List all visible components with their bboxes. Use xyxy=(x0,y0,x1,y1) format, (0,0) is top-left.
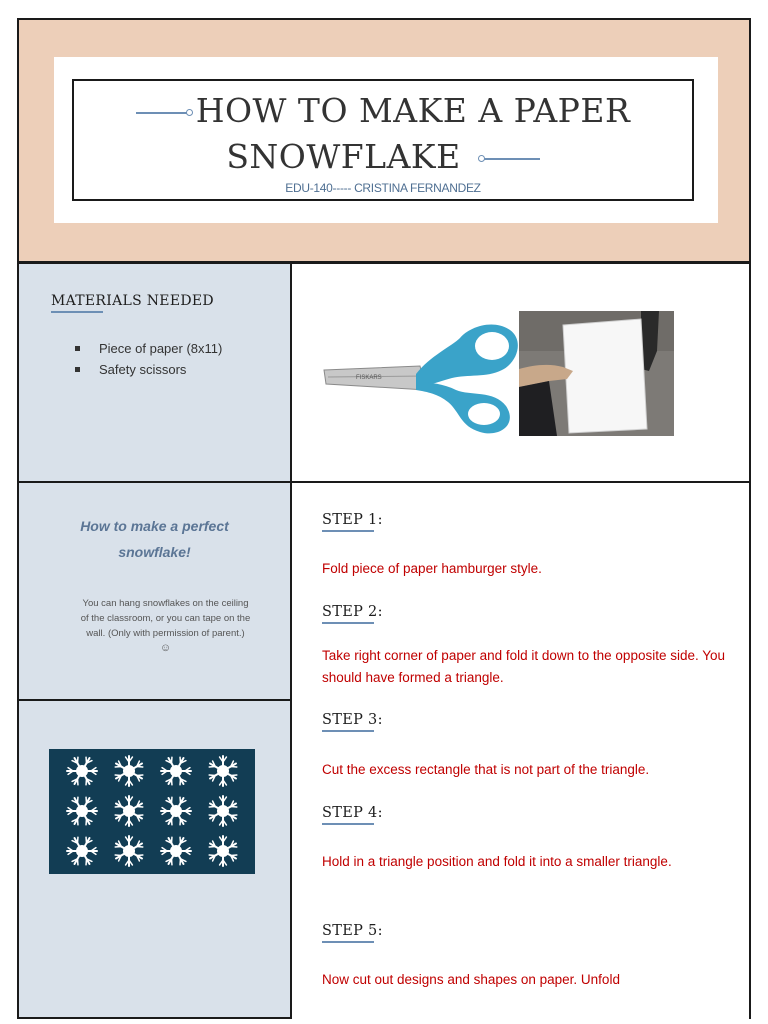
step-4-underline xyxy=(322,823,374,825)
title-card xyxy=(54,57,718,223)
step-3-underline xyxy=(322,730,374,732)
snowflake-image-panel xyxy=(17,699,292,1019)
intro-heading xyxy=(19,513,290,565)
page-title-text-1: HOW TO MAKE A PAPER xyxy=(195,91,631,130)
list-item: Safety scissors xyxy=(75,359,222,380)
step-2-text: Take right corner of paper and fold it down to the opposite side. You should have formed a triangle. xyxy=(322,648,726,685)
snowflake-icon xyxy=(161,757,191,785)
step-3-text: Cut the excess rectangle that is not part of the triangle. xyxy=(322,762,650,777)
intro-body-line-3: wall. (Only with permission of parent.) xyxy=(86,628,245,639)
header-section xyxy=(17,18,751,263)
intro-body-line-2: of the classroom, or you can tape on the xyxy=(80,613,251,624)
snowflake-grid xyxy=(49,749,255,874)
page-title-line-1 xyxy=(74,91,692,131)
step-5-text: Now cut out designs and shapes on paper. Unfold xyxy=(322,972,620,987)
scissors-brand-label: FISKARS xyxy=(356,375,382,381)
step-1-label: STEP 1: xyxy=(322,512,383,528)
title-box xyxy=(72,79,694,201)
steps-panel xyxy=(290,481,751,1019)
snowflake-icon xyxy=(209,796,237,826)
author-subtitle: EDU-140----- CRISTINA FERNANDEZ xyxy=(285,181,481,195)
snowflake-icon xyxy=(67,797,97,825)
intro-heading-line-2: snowflake! xyxy=(118,544,191,560)
intro-heading-line-1: How to make a perfect xyxy=(80,518,229,534)
materials-panel xyxy=(17,262,292,483)
snowflake-icon xyxy=(161,837,191,865)
step-5-label: STEP 5: xyxy=(322,923,383,939)
list-item: Piece of paper (8x11) xyxy=(75,338,222,359)
snowflake-icon xyxy=(209,836,237,866)
paper-photo xyxy=(519,311,674,436)
materials-title-underline xyxy=(51,311,103,313)
snowflake-icon xyxy=(115,756,143,786)
materials-title: MATERIALS NEEDED xyxy=(51,293,214,309)
step-3-label: STEP 3: xyxy=(322,712,383,728)
snowflake-icon xyxy=(209,756,237,786)
snowflake-icon xyxy=(67,837,97,865)
materials-images-panel xyxy=(290,262,751,483)
page-title-text-2: SNOWFLAKE xyxy=(226,137,461,176)
left-title-ornament xyxy=(136,107,196,119)
page-title-line-2 xyxy=(74,137,692,177)
step-1-text: Fold piece of paper hamburger style. xyxy=(322,561,542,576)
step-4-text: Hold in a triangle position and fold it into a smaller triangle. xyxy=(322,854,672,869)
snowflake-icon xyxy=(161,797,191,825)
snowflake-icon xyxy=(115,836,143,866)
step-5-underline xyxy=(322,941,374,943)
snowflake-icon xyxy=(115,796,143,826)
intro-body-line-1: You can hang snowflakes on the ceiling xyxy=(82,598,249,609)
snowflake-examples-image xyxy=(49,749,255,874)
snowflake-icon xyxy=(67,757,97,785)
step-2-underline xyxy=(322,622,374,624)
intro-body xyxy=(63,596,268,656)
right-title-ornament xyxy=(478,153,540,165)
step-2-label: STEP 2: xyxy=(322,604,383,620)
smiley-icon: ☺ xyxy=(159,642,172,654)
step-4-label: STEP 4: xyxy=(322,805,383,821)
intro-panel xyxy=(17,481,292,701)
materials-list xyxy=(75,338,222,380)
step-1-underline xyxy=(322,530,374,532)
scissors-image xyxy=(320,316,524,436)
